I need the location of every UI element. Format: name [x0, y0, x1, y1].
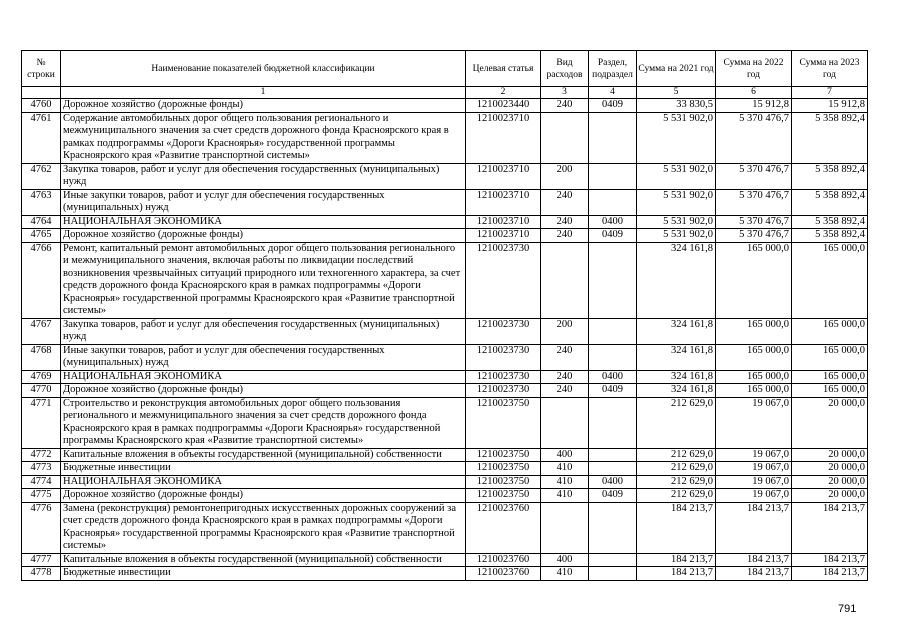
table-row [22, 448, 868, 462]
sum-2023: 20 000,0 [792, 397, 868, 448]
target-article: 1210023730 [466, 242, 541, 318]
expense-type [541, 242, 589, 318]
column-number: 2 [466, 87, 541, 99]
table-row [22, 553, 868, 567]
sum-2023: 5 358 892,4 [792, 163, 868, 189]
sum-2021: 5 531 902,0 [637, 229, 716, 243]
row-number: 4767 [22, 318, 61, 344]
target-article: 1210023710 [466, 112, 541, 163]
expense-type [541, 112, 589, 163]
row-number: 4768 [22, 344, 61, 370]
sum-2021: 184 213,7 [637, 567, 716, 581]
section-code [589, 567, 637, 581]
table-body [22, 99, 868, 581]
column-number: 1 [61, 87, 466, 99]
target-article: 1210023710 [466, 189, 541, 215]
sum-2023: 5 358 892,4 [792, 229, 868, 243]
target-article: 1210023760 [466, 553, 541, 567]
section-code: 0409 [589, 229, 637, 243]
sum-2022: 15 912,8 [716, 99, 792, 113]
expense-type [541, 502, 589, 553]
expense-type: 240 [541, 370, 589, 384]
sum-2023: 5 358 892,4 [792, 112, 868, 163]
indicator-name: НАЦИОНАЛЬНАЯ ЭКОНОМИКА [61, 475, 466, 489]
target-article: 1210023760 [466, 502, 541, 553]
sum-2022: 184 213,7 [716, 553, 792, 567]
sum-2021: 5 531 902,0 [637, 112, 716, 163]
indicator-name: Капитальные вложения в объекты государственной (муниципальной) собственности [61, 553, 466, 567]
row-number: 4763 [22, 189, 61, 215]
table-row [22, 189, 868, 215]
sum-2021: 212 629,0 [637, 462, 716, 476]
row-number: 4762 [22, 163, 61, 189]
target-article: 1210023440 [466, 99, 541, 113]
target-article: 1210023730 [466, 318, 541, 344]
expense-type: 240 [541, 344, 589, 370]
sum-2023: 5 358 892,4 [792, 189, 868, 215]
sum-2021: 212 629,0 [637, 475, 716, 489]
sum-2023: 15 912,8 [792, 99, 868, 113]
section-code: 0409 [589, 99, 637, 113]
sum-2021: 324 161,8 [637, 370, 716, 384]
target-article: 1210023730 [466, 370, 541, 384]
row-number: 4764 [22, 215, 61, 229]
indicator-name: Капитальные вложения в объекты государственной (муниципальной) собственности [61, 448, 466, 462]
section-code [589, 112, 637, 163]
column-number: 5 [637, 87, 716, 99]
header-section: Раздел, подраздел [589, 51, 637, 87]
column-number: 7 [792, 87, 868, 99]
header-row-number: № строки [22, 51, 61, 87]
table-row [22, 215, 868, 229]
sum-2023: 165 000,0 [792, 318, 868, 344]
row-number: 4761 [22, 112, 61, 163]
sum-2023: 20 000,0 [792, 475, 868, 489]
indicator-name: Дорожное хозяйство (дорожные фонды) [61, 489, 466, 503]
row-number: 4778 [22, 567, 61, 581]
indicator-name: Закупка товаров, работ и услуг для обеспечения государственных (муниципальных) нужд [61, 163, 466, 189]
sum-2023: 20 000,0 [792, 448, 868, 462]
header-target-article: Целевая статья [466, 51, 541, 87]
table-row [22, 99, 868, 113]
table-row [22, 242, 868, 318]
expense-type: 240 [541, 189, 589, 215]
sum-2023: 165 000,0 [792, 384, 868, 398]
sum-2021: 324 161,8 [637, 344, 716, 370]
row-number: 4775 [22, 489, 61, 503]
indicator-name: НАЦИОНАЛЬНАЯ ЭКОНОМИКА [61, 215, 466, 229]
sum-2021: 324 161,8 [637, 242, 716, 318]
sum-2021: 212 629,0 [637, 448, 716, 462]
section-code [589, 189, 637, 215]
sum-2021: 184 213,7 [637, 502, 716, 553]
header-sum-2021: Сумма на 2021 год [637, 51, 716, 87]
sum-2023: 5 358 892,4 [792, 215, 868, 229]
sum-2022: 184 213,7 [716, 567, 792, 581]
table-row [22, 567, 868, 581]
indicator-name: Бюджетные инвестиции [61, 567, 466, 581]
expense-type: 240 [541, 229, 589, 243]
sum-2021: 324 161,8 [637, 318, 716, 344]
section-code: 0400 [589, 475, 637, 489]
indicator-name: Бюджетные инвестиции [61, 462, 466, 476]
row-number: 4774 [22, 475, 61, 489]
sum-2022: 5 370 476,7 [716, 215, 792, 229]
sum-2022: 165 000,0 [716, 370, 792, 384]
row-number: 4769 [22, 370, 61, 384]
target-article: 1210023730 [466, 384, 541, 398]
table-row [22, 384, 868, 398]
indicator-name: Ремонт, капитальный ремонт автомобильных дорог общего пользования регионального и межмуниципального значения, включая работы по ликвидации последствий возникновения чрезвычайных ситуаций природного или техногенного характера, за счет средств дорожного фонда Красноярского края в рамках подпрограммы «Дороги Красноярья» государственной программы Красноярского края «Развитие транспортной системы» [61, 242, 466, 318]
section-code: 0409 [589, 489, 637, 503]
expense-type: 400 [541, 553, 589, 567]
sum-2022: 5 370 476,7 [716, 229, 792, 243]
indicator-name: Дорожное хозяйство (дорожные фонды) [61, 99, 466, 113]
table-row [22, 397, 868, 448]
section-code: 0400 [589, 215, 637, 229]
expense-type: 410 [541, 567, 589, 581]
sum-2022: 165 000,0 [716, 318, 792, 344]
column-number: 3 [541, 87, 589, 99]
sum-2023: 165 000,0 [792, 242, 868, 318]
sum-2022: 19 067,0 [716, 397, 792, 448]
sum-2023: 184 213,7 [792, 567, 868, 581]
sum-2023: 165 000,0 [792, 370, 868, 384]
section-code [589, 448, 637, 462]
target-article: 1210023710 [466, 229, 541, 243]
sum-2021: 324 161,8 [637, 384, 716, 398]
section-code: 0400 [589, 370, 637, 384]
expense-type: 200 [541, 318, 589, 344]
indicator-name: Дорожное хозяйство (дорожные фонды) [61, 229, 466, 243]
column-number-row [22, 87, 868, 99]
column-number-empty [22, 87, 61, 99]
target-article: 1210023710 [466, 163, 541, 189]
sum-2023: 184 213,7 [792, 502, 868, 553]
sum-2023: 184 213,7 [792, 553, 868, 567]
table-row [22, 502, 868, 553]
target-article: 1210023750 [466, 475, 541, 489]
sum-2021: 5 531 902,0 [637, 189, 716, 215]
header-sum-2023: Сумма на 2023 год [792, 51, 868, 87]
budget-table [21, 50, 868, 581]
column-number: 6 [716, 87, 792, 99]
target-article: 1210023760 [466, 567, 541, 581]
indicator-name: Иные закупки товаров, работ и услуг для обеспечения государственных (муниципальных) нужд [61, 344, 466, 370]
sum-2022: 19 067,0 [716, 448, 792, 462]
indicator-name: НАЦИОНАЛЬНАЯ ЭКОНОМИКА [61, 370, 466, 384]
budget-table-page [21, 50, 867, 581]
section-code [589, 242, 637, 318]
target-article: 1210023750 [466, 462, 541, 476]
sum-2022: 5 370 476,7 [716, 163, 792, 189]
table-row [22, 229, 868, 243]
sum-2021: 184 213,7 [637, 553, 716, 567]
table-row [22, 370, 868, 384]
sum-2022: 184 213,7 [716, 502, 792, 553]
target-article: 1210023750 [466, 448, 541, 462]
sum-2022: 5 370 476,7 [716, 112, 792, 163]
expense-type: 240 [541, 384, 589, 398]
expense-type [541, 397, 589, 448]
sum-2022: 165 000,0 [716, 344, 792, 370]
table-row [22, 112, 868, 163]
expense-type: 410 [541, 462, 589, 476]
section-code [589, 553, 637, 567]
indicator-name: Иные закупки товаров, работ и услуг для обеспечения государственных (муниципальных) нужд [61, 189, 466, 215]
row-number: 4771 [22, 397, 61, 448]
table-row [22, 475, 868, 489]
indicator-name: Закупка товаров, работ и услуг для обеспечения государственных (муниципальных) нужд [61, 318, 466, 344]
table-row [22, 489, 868, 503]
row-number: 4766 [22, 242, 61, 318]
header-indicator-name: Наименование показателей бюджетной классификации [61, 51, 466, 87]
expense-type: 200 [541, 163, 589, 189]
indicator-name: Дорожное хозяйство (дорожные фонды) [61, 384, 466, 398]
expense-type: 240 [541, 215, 589, 229]
sum-2021: 212 629,0 [637, 489, 716, 503]
expense-type: 410 [541, 475, 589, 489]
indicator-name: Строительство и реконструкция автомобильных дорог общего пользования регионального и межмуниципального значения за счет средств дорожного фонда Красноярского края в рамках подпрограммы «Дороги Красноярья» государственной программы Красноярского края «Развитие транспортной системы» [61, 397, 466, 448]
row-number: 4776 [22, 502, 61, 553]
sum-2023: 20 000,0 [792, 489, 868, 503]
sum-2022: 19 067,0 [716, 475, 792, 489]
expense-type: 410 [541, 489, 589, 503]
row-number: 4773 [22, 462, 61, 476]
header-row [22, 51, 868, 87]
section-code [589, 462, 637, 476]
section-code [589, 344, 637, 370]
section-code [589, 163, 637, 189]
header-expense-type: Вид расходов [541, 51, 589, 87]
row-number: 4765 [22, 229, 61, 243]
table-row [22, 318, 868, 344]
sum-2022: 165 000,0 [716, 242, 792, 318]
expense-type: 240 [541, 99, 589, 113]
sum-2021: 5 531 902,0 [637, 215, 716, 229]
row-number: 4772 [22, 448, 61, 462]
sum-2023: 20 000,0 [792, 462, 868, 476]
row-number: 4777 [22, 553, 61, 567]
target-article: 1210023750 [466, 489, 541, 503]
row-number: 4760 [22, 99, 61, 113]
target-article: 1210023750 [466, 397, 541, 448]
target-article: 1210023730 [466, 344, 541, 370]
row-number: 4770 [22, 384, 61, 398]
page-number: 791 [838, 603, 857, 615]
section-code [589, 318, 637, 344]
sum-2021: 33 830,5 [637, 99, 716, 113]
sum-2023: 165 000,0 [792, 344, 868, 370]
section-code [589, 502, 637, 553]
target-article: 1210023710 [466, 215, 541, 229]
column-number: 4 [589, 87, 637, 99]
indicator-name: Замена (реконструкция) ремонтонепригодных искусственных дорожных сооружений за счет средств дорожного фонда Красноярского края в рамках подпрограммы «Дороги Красноярья» государственной программы Красноярского края «Развитие транспортной системы» [61, 502, 466, 553]
section-code [589, 397, 637, 448]
sum-2022: 5 370 476,7 [716, 189, 792, 215]
indicator-name: Содержание автомобильных дорог общего пользования регионального и межмуниципального значения за счет средств дорожного фонда Красноярского края в рамках подпрограммы «Дороги Красноярья» государственной программы Красноярского края «Развитие транспортной системы» [61, 112, 466, 163]
table-row [22, 163, 868, 189]
sum-2021: 212 629,0 [637, 397, 716, 448]
expense-type: 400 [541, 448, 589, 462]
header-sum-2022: Сумма на 2022 год [716, 51, 792, 87]
table-row [22, 462, 868, 476]
sum-2021: 5 531 902,0 [637, 163, 716, 189]
section-code: 0409 [589, 384, 637, 398]
sum-2022: 19 067,0 [716, 462, 792, 476]
sum-2022: 19 067,0 [716, 489, 792, 503]
sum-2022: 165 000,0 [716, 384, 792, 398]
table-row [22, 344, 868, 370]
